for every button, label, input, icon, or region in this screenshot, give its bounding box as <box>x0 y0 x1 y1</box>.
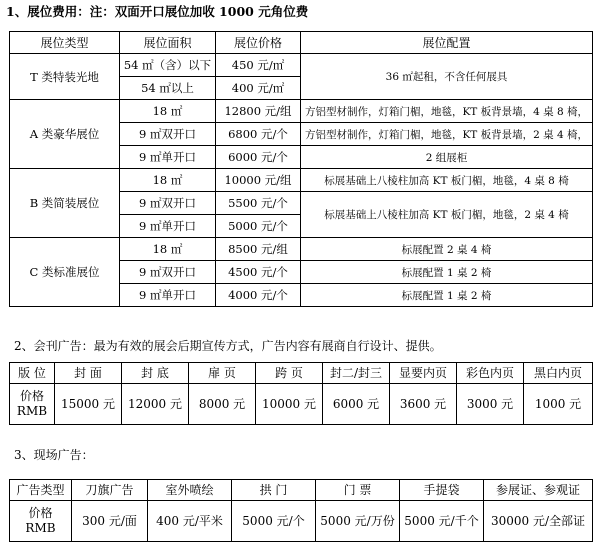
c-type-price: 4000 元/个 <box>216 284 301 307</box>
catalog-column: 封 底 <box>122 363 189 384</box>
catalog-price: 12000 元 <box>122 384 189 425</box>
onsite-price: 400 元/平米 <box>148 501 232 542</box>
catalog-column: 封二/封三 <box>323 363 390 384</box>
t-type-area: 54 ㎡（含）以下 <box>120 54 216 77</box>
section1-note: 注：双面开口展位加收 1000 元角位费 <box>89 4 309 19</box>
a-type-config: 方铝型材制作，灯箱门楣，地毯，KT 板背景墙，2 桌 4 椅， <box>301 123 593 146</box>
b-type-area: 18 ㎡ <box>120 169 216 192</box>
b-type-price: 10000 元/组 <box>216 169 301 192</box>
c-type-config: 标展配置 2 桌 4 椅 <box>301 238 593 261</box>
catalog-ad-table <box>9 362 593 425</box>
section2-heading: 2、会刊广告：最为有效的展会后期宣传方式，广告内容有展商自行设计、提供。 <box>14 339 442 353</box>
catalog-price: 6000 元 <box>323 384 390 425</box>
catalog-column: 显要内页 <box>390 363 457 384</box>
catalog-price-label <box>10 384 55 425</box>
c-type-price: 8500 元/组 <box>216 238 301 261</box>
c-type-name: C 类标准展位 <box>10 238 120 307</box>
a-type-price: 6800 元/个 <box>216 123 301 146</box>
onsite-column: 门 票 <box>316 480 400 501</box>
catalog-column: 扉 页 <box>189 363 256 384</box>
onsite-price: 5000 元/个 <box>232 501 316 542</box>
onsite-column: 刀旗广告 <box>72 480 148 501</box>
catalog-column: 黑白内页 <box>524 363 593 384</box>
header-booth-config: 展位配置 <box>301 32 593 54</box>
a-type-area: 18 ㎡ <box>120 100 216 123</box>
onsite-column: 拱 门 <box>232 480 316 501</box>
price-label-line2: RMB <box>25 521 56 535</box>
a-type-area: 9 ㎡单开口 <box>120 146 216 169</box>
header-booth-type: 展位类型 <box>10 32 120 54</box>
onsite-column: 手提袋 <box>400 480 484 501</box>
c-type-config: 标展配置 1 桌 2 椅 <box>301 261 593 284</box>
onsite-column: 参展证、参观证 <box>484 480 593 501</box>
a-type-name: A 类豪华展位 <box>10 100 120 169</box>
table-row <box>10 54 593 77</box>
catalog-price: 8000 元 <box>189 384 256 425</box>
table-row <box>10 169 593 192</box>
booth-fee-table <box>9 31 593 307</box>
c-type-area: 9 ㎡单开口 <box>120 284 216 307</box>
catalog-column: 跨 页 <box>256 363 323 384</box>
b-type-config: 标展基础上八棱柱加高 KT 板门楣，地毯，4 桌 8 椅 <box>301 169 593 192</box>
catalog-price: 3600 元 <box>390 384 457 425</box>
onsite-price: 30000 元/全部证 <box>484 501 593 542</box>
a-type-area: 9 ㎡双开口 <box>120 123 216 146</box>
onsite-row-header: 广告类型 <box>10 480 72 501</box>
section3-heading: 3、现场广告： <box>14 448 94 462</box>
table-row <box>10 100 593 123</box>
b-type-price: 5000 元/个 <box>216 215 301 238</box>
b-type-area: 9 ㎡双开口 <box>120 192 216 215</box>
catalog-price: 15000 元 <box>55 384 122 425</box>
b-type-name: B 类简装展位 <box>10 169 120 238</box>
price-label-line1: 价格 <box>28 506 53 520</box>
b-type-price: 5500 元/个 <box>216 192 301 215</box>
onsite-column: 室外喷绘 <box>148 480 232 501</box>
catalog-price: 3000 元 <box>457 384 524 425</box>
table-row <box>10 363 593 384</box>
t-type-price: 400 元/㎡ <box>216 77 301 100</box>
section1-number: 1、展位费用： <box>6 4 90 19</box>
b-type-area: 9 ㎡单开口 <box>120 215 216 238</box>
c-type-config: 标展配置 1 桌 2 椅 <box>301 284 593 307</box>
t-type-area: 54 ㎡以上 <box>120 77 216 100</box>
price-label-line1: 价格 <box>19 389 44 403</box>
onsite-price-label <box>10 501 72 542</box>
table-row <box>10 480 593 501</box>
booth-table-header <box>10 32 593 54</box>
c-type-area: 9 ㎡双开口 <box>120 261 216 284</box>
a-type-price: 12800 元/组 <box>216 100 301 123</box>
catalog-column: 彩色内页 <box>457 363 524 384</box>
price-label-line2: RMB <box>16 404 48 418</box>
table-row <box>10 238 593 261</box>
b-type-config: 标展基础上八棱柱加高 KT 板门楣，地毯，2 桌 4 椅 <box>301 192 593 238</box>
c-type-price: 4500 元/个 <box>216 261 301 284</box>
onsite-price: 5000 元/千个 <box>400 501 484 542</box>
catalog-column: 封 面 <box>55 363 122 384</box>
onsite-price: 300 元/面 <box>72 501 148 542</box>
header-booth-area: 展位面积 <box>120 32 216 54</box>
onsite-ad-table <box>9 479 593 542</box>
section1-heading <box>6 2 308 20</box>
t-type-price: 450 元/㎡ <box>216 54 301 77</box>
t-type-name: T 类特装光地 <box>10 54 120 100</box>
a-type-config: 2 组展柜 <box>301 146 593 169</box>
header-booth-price: 展位价格 <box>216 32 301 54</box>
table-row <box>10 384 593 425</box>
t-type-config: 36 ㎡起租，不含任何展具 <box>301 54 593 100</box>
catalog-row-header: 版 位 <box>10 363 55 384</box>
catalog-price: 10000 元 <box>256 384 323 425</box>
c-type-area: 18 ㎡ <box>120 238 216 261</box>
catalog-price: 1000 元 <box>524 384 593 425</box>
a-type-config: 方铝型材制作，灯箱门楣，地毯，KT 板背景墙，4 桌 8 椅， <box>301 100 593 123</box>
table-row <box>10 501 593 542</box>
onsite-price: 5000 元/万份 <box>316 501 400 542</box>
a-type-price: 6000 元/个 <box>216 146 301 169</box>
